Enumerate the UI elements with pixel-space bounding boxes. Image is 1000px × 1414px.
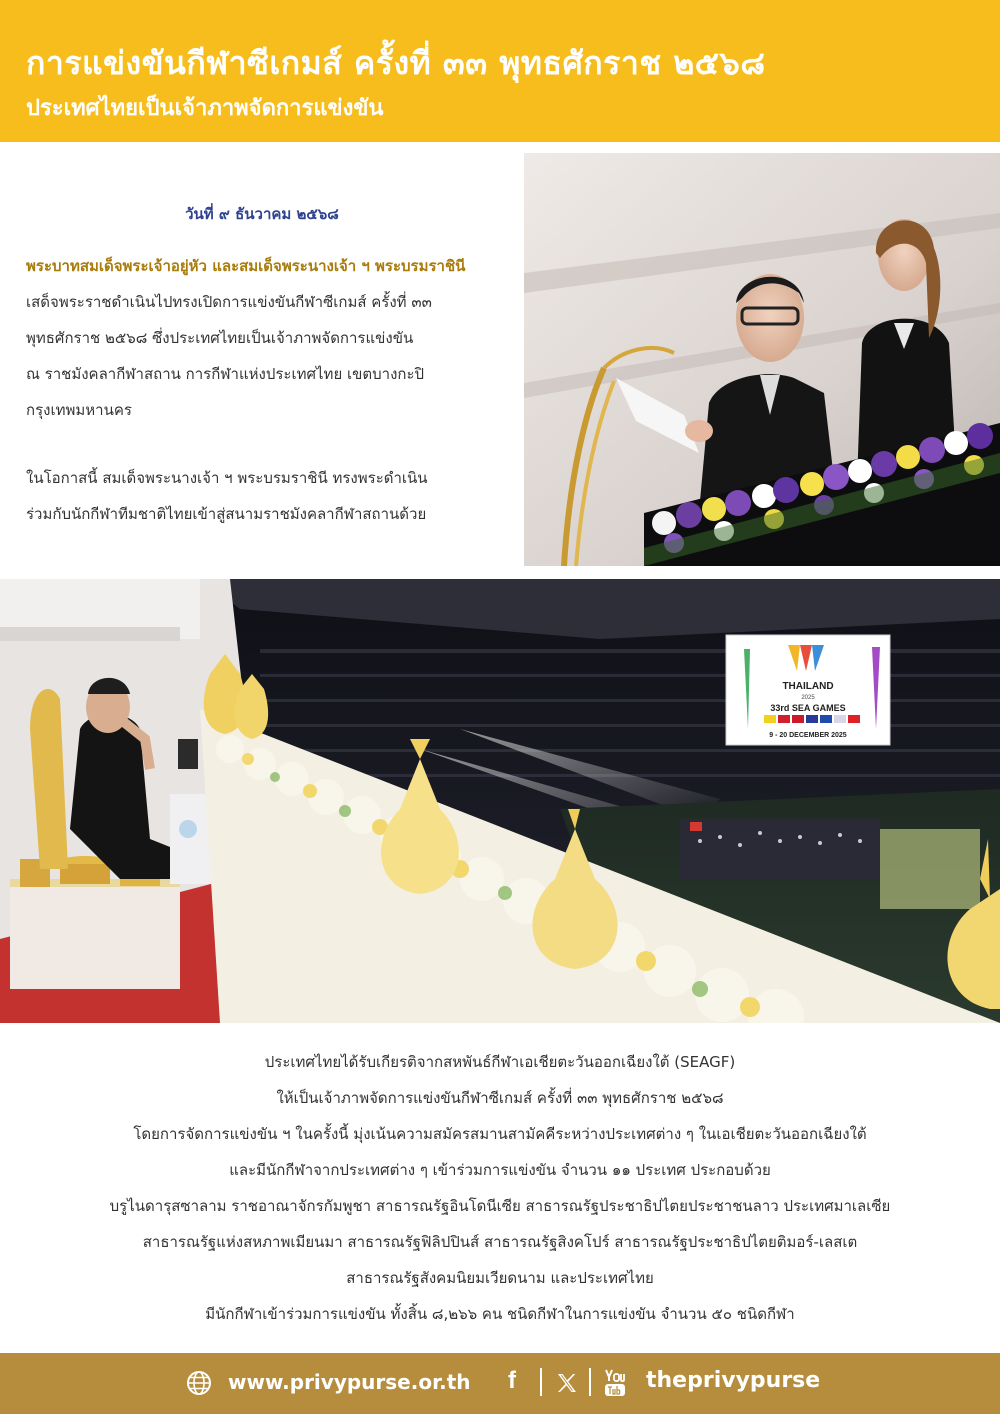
body-line: มีนักกีฬาเข้าร่วมการแข่งขัน ทั้งสิ้น ๘,๒๖๖ คน ชนิดกีฬาในการแข่งขัน จำนวน ๕๐ ชนิดกีฬา xyxy=(205,1305,795,1323)
royal-highlight: พระบาทสมเด็จพระเจ้าอยู่หัว และสมเด็จพระนางเจ้า ฯ พระบรมราชินี xyxy=(26,257,466,275)
body-paragraph xyxy=(0,1044,1000,1332)
body-line: ให้เป็นเจ้าภาพจัดการแข่งขันกีฬาซีเกมส์ ครั้งที่ ๓๓ พุทธศักราช ๒๕๖๘ xyxy=(276,1089,724,1107)
body-line: สาธารณรัฐสังคมนิยมเวียดนาม และประเทศไทย xyxy=(346,1269,654,1287)
body-line: บรูไนดารุสซาลาม ราชอาณาจักรกัมพูชา สาธารณรัฐอินโดนีเซีย สาธารณรัฐประชาธิปไตยประชาชนลาว ประเทศมาเลเซีย xyxy=(109,1197,891,1215)
body-line: และมีนักกีฬาจากประเทศต่าง ๆ เข้าร่วมการแข่งขัน จำนวน ๑๑ ประเทศ ประกอบด้วย xyxy=(229,1161,771,1179)
page-title: การแข่งขันกีฬาซีเกมส์ ครั้งที่ ๓๓ พุทธศักราช ๒๕๖๘ xyxy=(26,44,766,82)
x-icon[interactable] xyxy=(556,1372,578,1394)
facebook-icon[interactable]: f xyxy=(508,1367,516,1394)
event-date: วันที่ ๙ ธันวาคม ๒๕๖๘ xyxy=(185,205,339,223)
second-line: ร่วมกับนักกีฬาทีมชาติไทยเข้าสู่สนามราชมังคลากีฬาสถานด้วย xyxy=(26,505,427,523)
second-line: ในโอกาสนี้ สมเด็จพระนางเจ้า ฯ พระบรมราชินี ทรงพระดำเนิน xyxy=(26,469,428,487)
divider xyxy=(589,1368,591,1396)
screen-dates: 9 - 20 DECEMBER 2025 xyxy=(769,732,847,739)
body-line: สาธารณรัฐแห่งสหภาพเมียนมา สาธารณรัฐฟิลิปปินส์ สาธารณรัฐสิงคโปร์ สาธารณรัฐประชาธิปไตยติมอร์-เลสเต xyxy=(142,1233,858,1251)
body-line: ประเทศไทยได้รับเกียรติจากสหพันธ์กีฬาเอเชียตะวันออกเฉียงใต้ (SEAGF) xyxy=(264,1053,736,1071)
youtube-icon[interactable] xyxy=(604,1369,626,1397)
page-subtitle: ประเทศไทยเป็นเจ้าภาพจัดการแข่งขัน xyxy=(26,96,384,121)
social-handle[interactable]: theprivypurse xyxy=(646,1368,821,1393)
screen-title: THAILAND xyxy=(782,681,834,692)
photo-speech xyxy=(524,153,1000,566)
divider xyxy=(540,1368,542,1396)
body-line: โดยการจัดการแข่งขัน ฯ ในครั้งนี้ มุ่งเน้นความสมัครสมานสามัคคีระหว่างประเทศต่าง ๆ ในเอเชียตะวันออกเฉียงใต้ xyxy=(133,1125,867,1143)
second-paragraph xyxy=(26,460,506,532)
footer-bar xyxy=(0,1353,1000,1414)
intro-line: กรุงเทพมหานคร xyxy=(26,401,132,419)
intro-line: เสด็จพระราชดำเนินไปทรงเปิดการแข่งขันกีฬาซีเกมส์ ครั้งที่ ๓๓ xyxy=(26,293,432,311)
intro-line: ณ ราชมังคลากีฬาสถาน การกีฬาแห่งประเทศไทย เขตบางกะปิ xyxy=(26,365,425,383)
header-banner xyxy=(0,0,1000,142)
stadium-screen xyxy=(726,635,890,745)
screen-year: 2025 xyxy=(801,695,815,701)
website-link[interactable]: www.privypurse.or.th xyxy=(228,1370,471,1394)
photo-stadium xyxy=(0,579,1000,1023)
screen-event: 33rd SEA GAMES xyxy=(770,703,846,713)
intro-line: พุทธศักราช ๒๕๖๘ ซึ่งประเทศไทยเป็นเจ้าภาพจัดการแข่งขัน xyxy=(26,329,414,347)
globe-icon xyxy=(186,1370,212,1396)
intro-paragraph xyxy=(26,248,506,428)
